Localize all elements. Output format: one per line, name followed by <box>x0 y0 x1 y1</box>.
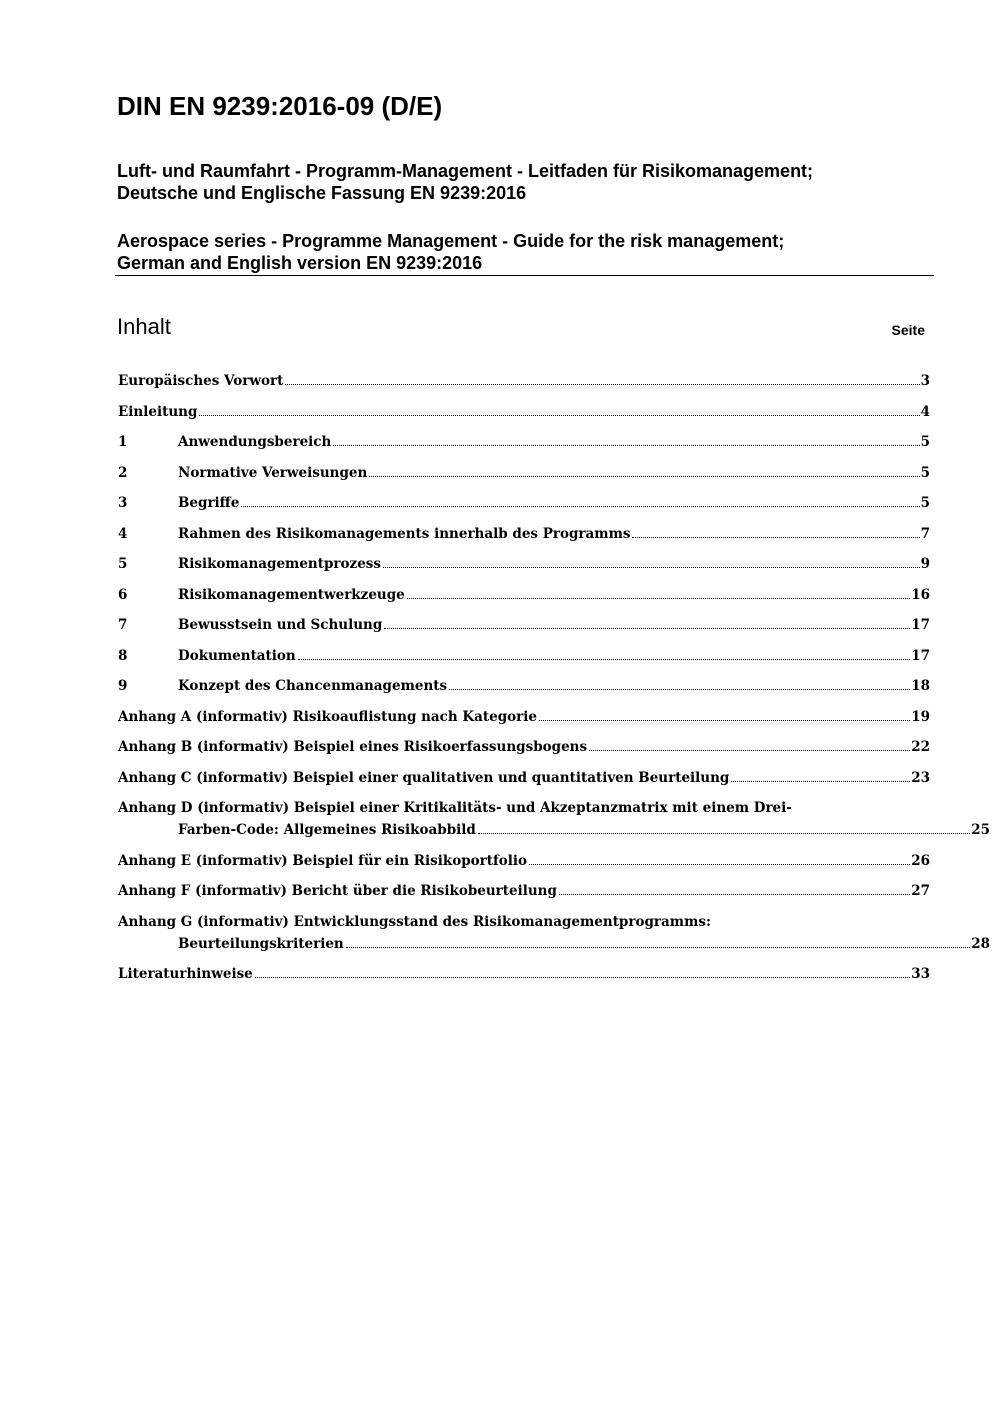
toc-entry-label: Anhang G (informativ) Entwicklungsstand des Risikomanagementprogramms: <box>118 913 711 930</box>
toc-entry[interactable] <box>118 492 930 514</box>
toc-dot-leader <box>632 537 919 538</box>
title-english <box>117 230 784 274</box>
toc-entry[interactable] <box>118 736 930 758</box>
toc-entry-label: Anhang E (informativ) Beispiel für ein Risikoportfolio <box>118 852 528 869</box>
toc-entry-number: 3 <box>118 495 128 511</box>
toc-entry[interactable] <box>118 614 930 636</box>
toc-entry-page: 16 <box>911 586 930 603</box>
toc-entry-page: 7 <box>920 525 930 542</box>
toc-entry-page: 5 <box>920 495 930 511</box>
toc-entry[interactable] <box>118 462 930 484</box>
toc-entry-page: 33 <box>911 966 930 982</box>
toc-entry-label-continued: Beurteilungskriterien <box>178 935 344 952</box>
toc-entry-label: Literaturhinweise <box>118 966 253 982</box>
toc-entry[interactable] <box>118 431 930 453</box>
toc-entry-page: 25 <box>971 822 990 838</box>
title-divider <box>115 275 934 276</box>
toc-entry-label-continued: Farben-Code: Allgemeines Risikoabbild <box>178 822 476 838</box>
toc-entry-label: Normative Verweisungen <box>178 464 368 481</box>
toc-dot-leader <box>199 415 919 416</box>
toc-entry[interactable] <box>118 911 990 955</box>
toc-entry-page: 9 <box>920 556 930 572</box>
toc-entry-label: Dokumentation <box>178 647 296 664</box>
toc-entry-page: 17 <box>911 617 930 633</box>
toc-entry-number: 8 <box>118 647 128 664</box>
toc-entry-page: 17 <box>911 647 930 664</box>
toc-entry-label: Anhang B (informativ) Beispiel eines Risikoerfassungsbogens <box>118 739 588 755</box>
toc-entry-page: 4 <box>920 403 930 420</box>
toc-entry-page: 26 <box>911 852 930 869</box>
toc-entry-page: 22 <box>911 739 930 755</box>
title-english-line-1: Aerospace series - Programme Management - Guide for the risk management; <box>117 231 785 251</box>
toc-entry[interactable] <box>118 797 990 841</box>
toc-entry-label: Anhang A (informativ) Risikoauflistung nach Kategorie <box>118 708 537 725</box>
toc-entry[interactable] <box>118 553 930 575</box>
toc-entry-number: 9 <box>118 678 128 694</box>
title-german-line-2: Deutsche und Englische Fassung EN 9239:2016 <box>117 183 527 203</box>
toc-entry[interactable] <box>118 584 930 606</box>
toc-dot-leader <box>478 833 970 834</box>
toc-entry-label: Rahmen des Risikomanagements innerhalb des Programms <box>178 525 631 542</box>
toc-entry-page: 28 <box>971 935 990 952</box>
toc-entry[interactable] <box>118 645 930 667</box>
toc-entry-label: Bewusstsein und Schulung <box>178 617 383 633</box>
toc-entry[interactable] <box>118 523 930 545</box>
toc-entry[interactable] <box>118 401 930 423</box>
toc-entry-number: 2 <box>118 464 128 481</box>
table-of-contents <box>118 370 990 994</box>
toc-dot-leader <box>285 384 919 385</box>
toc-heading: Inhalt <box>117 314 171 339</box>
toc-dot-leader <box>559 894 910 895</box>
toc-entry[interactable] <box>118 370 930 392</box>
toc-entry-page: 3 <box>920 373 930 389</box>
toc-entry-label: Anhang D (informativ) Beispiel einer Kritikalitäts- und Akzeptanzmatrix mit einem Drei- <box>118 800 792 816</box>
title-german-line-1: Luft- und Raumfahrt - Programm-Management - Leitfaden für Risikomanagement; <box>117 161 814 181</box>
toc-entry-page: 18 <box>911 678 930 694</box>
toc-dot-leader <box>384 628 910 629</box>
toc-entry[interactable] <box>118 706 930 728</box>
toc-entry-page: 5 <box>920 434 930 450</box>
toc-entry-label: Risikomanagementprozess <box>178 556 381 572</box>
toc-entry-number: 1 <box>118 434 128 450</box>
toc-dot-leader <box>241 506 919 507</box>
title-english-line-2: German and English version EN 9239:2016 <box>117 253 483 273</box>
toc-entry-label: Einleitung <box>118 403 198 420</box>
toc-entry-page: 23 <box>911 769 930 786</box>
toc-dot-leader <box>298 659 910 660</box>
toc-dot-leader <box>449 689 910 690</box>
toc-entry-page: 5 <box>920 464 930 481</box>
toc-dot-leader <box>731 781 910 782</box>
toc-page-label: Seite <box>891 322 925 338</box>
title-german <box>117 160 813 204</box>
toc-entry[interactable] <box>118 850 930 872</box>
toc-entry[interactable] <box>118 880 930 902</box>
toc-dot-leader <box>369 476 919 477</box>
toc-entry[interactable] <box>118 963 930 985</box>
toc-dot-leader <box>346 947 970 948</box>
toc-dot-leader <box>529 864 910 865</box>
toc-entry[interactable] <box>118 675 930 697</box>
toc-entry-label: Risikomanagementwerkzeuge <box>178 586 405 603</box>
toc-dot-leader <box>255 977 910 978</box>
document-id: DIN EN 9239:2016-09 (D/E) <box>117 91 443 121</box>
toc-dot-leader <box>383 567 920 568</box>
toc-entry-label: Anhang F (informativ) Bericht über die Risikobeurteilung <box>118 883 557 899</box>
toc-dot-leader <box>539 720 910 721</box>
toc-entry-label: Europäisches Vorwort <box>118 373 284 389</box>
toc-dot-leader <box>333 445 919 446</box>
toc-dot-leader <box>589 750 910 751</box>
toc-entry-number: 5 <box>118 556 128 572</box>
toc-entry-label: Anwendungsbereich <box>178 434 332 450</box>
toc-entry-label: Begriffe <box>178 495 240 511</box>
toc-entry-page: 19 <box>911 708 930 725</box>
toc-dot-leader <box>407 598 910 599</box>
toc-entry-number: 7 <box>118 617 128 633</box>
toc-entry-number: 4 <box>118 525 128 542</box>
toc-entry[interactable] <box>118 767 930 789</box>
toc-entry-label: Konzept des Chancenmanagements <box>178 678 448 694</box>
toc-entry-number: 6 <box>118 586 128 603</box>
toc-entry-label: Anhang C (informativ) Beispiel einer qualitativen und quantitativen Beurteilung <box>118 769 730 786</box>
toc-entry-page: 27 <box>911 883 930 899</box>
